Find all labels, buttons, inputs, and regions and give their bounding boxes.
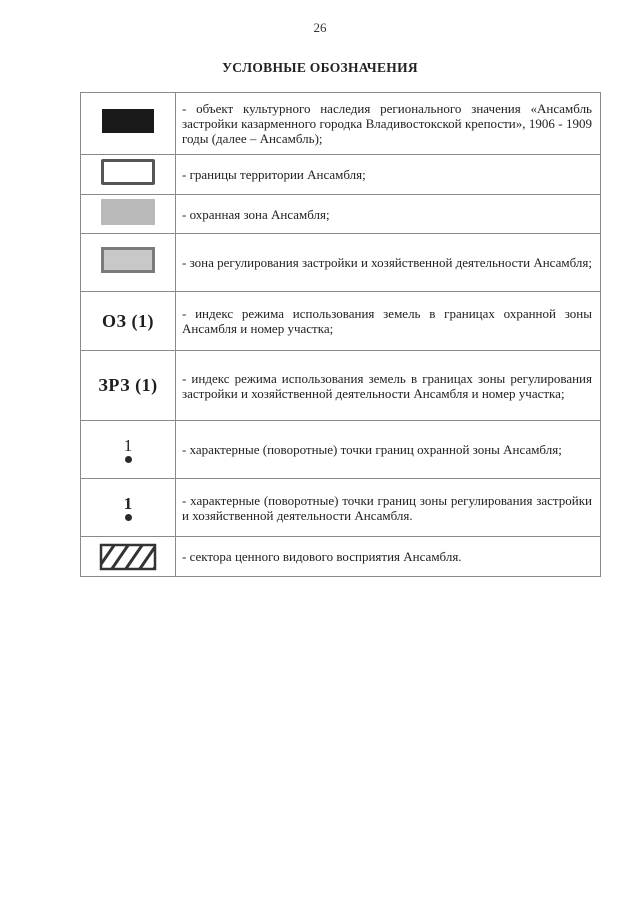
boundary-point-icon [124,437,133,463]
legend-row [81,93,601,155]
legend-symbol-cell [81,351,176,421]
legend-description: - объект культурного наследия регионального значения «Ансамбль застройки казарменного городка Владивостокской крепости», 1906 - 1909 годы (далее – Ансамбль); [176,93,601,155]
legend-description: - зона регулирования застройки и хозяйственной деятельности Ансамбля; [176,234,601,292]
zone-index-label: ОЗ (1) [102,310,154,331]
zone-index-label: ЗРЗ (1) [98,375,158,395]
legend-symbol-cell [81,155,176,195]
legend-description: - индекс режима использования земель в границах охранной зоны Ансамбля и номер участка; [176,292,601,351]
legend-row [81,195,601,234]
hatched-rectangle-icon [99,543,157,571]
outlined-rectangle-icon [101,159,155,185]
point-number: 1 [123,493,133,513]
page-number: 26 [313,20,327,35]
legend-row [81,479,601,537]
legend-row [81,537,601,577]
legend-row [81,234,601,292]
legend-description: - границы территории Ансамбля; [176,155,601,195]
legend-description: - характерные (поворотные) точки границ охранной зоны Ансамбля; [176,421,601,479]
legend-description: - охранная зона Ансамбля; [176,195,601,234]
legend-symbol-cell [81,292,176,351]
gray-fill-bordered-swatch-icon [101,247,155,273]
legend-symbol-cell [81,93,176,155]
gray-fill-swatch-icon [101,199,155,225]
legend-row [81,292,601,351]
point-dot-icon [125,514,132,521]
legend-table [80,92,601,577]
legend-description: - сектора ценного видового восприятия Ансамбля. [176,537,601,577]
legend-row [81,421,601,479]
legend-symbol-cell [81,195,176,234]
legend-symbol-cell [81,537,176,577]
legend-row [81,351,601,421]
legend-description: - характерные (поворотные) точки границ зоны регулирования застройки и хозяйственной деятельности Ансамбля. [176,479,601,537]
black-fill-swatch-icon [102,109,154,133]
legend-symbol-cell [81,479,176,537]
legend-symbol-cell [81,421,176,479]
legend-row [81,155,601,195]
point-number: 1 [123,435,133,455]
point-dot-icon [125,456,132,463]
legend-description: - индекс режима использования земель в границах зоны регулирования застройки и хозяйственной деятельности Ансамбля и номер участка; [176,351,601,421]
legend-symbol-cell [81,234,176,292]
boundary-point-icon [124,495,133,521]
page-title: УСЛОВНЫЕ ОБОЗНАЧЕНИЯ [222,60,418,75]
